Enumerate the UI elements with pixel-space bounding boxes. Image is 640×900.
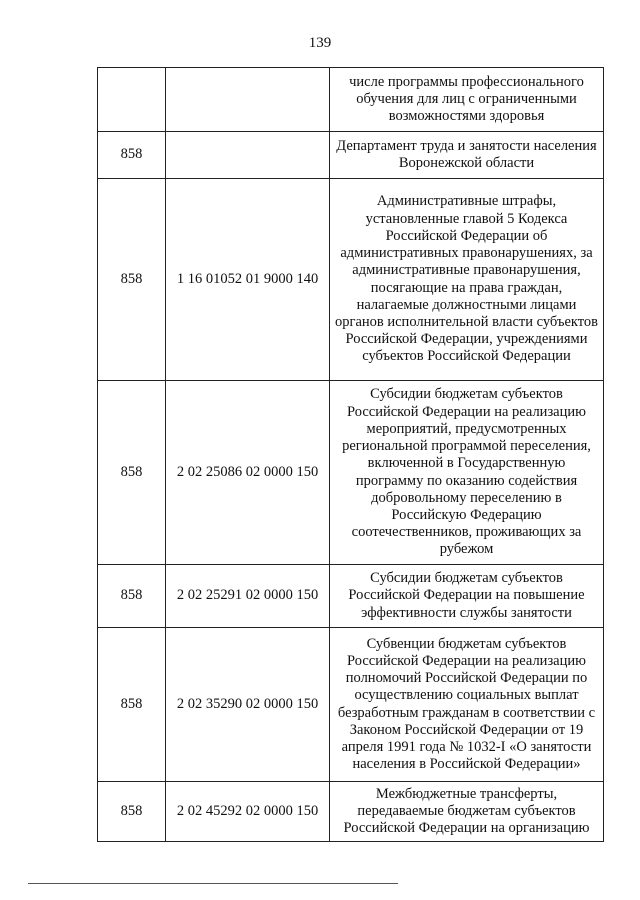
admin-code-cell: 858 (98, 179, 166, 381)
revenue-code-cell: 2 02 35290 02 0000 150 (166, 628, 330, 782)
table-row (98, 565, 604, 628)
revenue-name-text: Департамент труда и занятости населения Воронежской области (336, 137, 597, 171)
revenue-name-cell (330, 782, 604, 842)
admin-code-cell: 858 (98, 782, 166, 842)
revenue-code-cell: 1 16 01052 01 9000 140 (166, 179, 330, 381)
revenue-code-cell: 2 02 45292 02 0000 150 (166, 782, 330, 842)
revenue-code-cell: 2 02 25086 02 0000 150 (166, 381, 330, 565)
revenue-code-cell (166, 132, 330, 179)
revenue-name-cell (330, 381, 604, 565)
admin-code-cell: 858 (98, 132, 166, 179)
admin-code-cell: 858 (98, 628, 166, 782)
table-row (98, 628, 604, 782)
revenue-name-cell (330, 68, 604, 132)
budget-classification-table (97, 67, 604, 842)
revenue-name-cell (330, 565, 604, 628)
revenue-name-text: Субсидии бюджетам субъектов Российской Федерации на реализацию мероприятий, предусмотренных региональной программой переселения, включенной в Государственную программу по оказанию содействия добровольному переселению в Российскую Федерацию соотечественников, проживающих за рубежом (342, 386, 591, 558)
revenue-name-text: Административные штрафы, установленные главой 5 Кодекса Российской Федерации об административных правонарушениях, за административные правонарушения, посягающие на права граждан, налагаемые должностными лицами органов исполнительной власти субъектов Российской Федерации, учреждениями субъектов Российской Федерации (335, 193, 598, 365)
admin-code-cell: 858 (98, 565, 166, 628)
revenue-code-cell (166, 68, 330, 132)
table-row (98, 132, 604, 179)
revenue-name-text: числе программы профессионального обучения для лиц с ограниченными возможностями здоровья (349, 73, 584, 125)
table-row (98, 179, 604, 381)
revenue-name-cell (330, 132, 604, 179)
revenue-name-text: Субсидии бюджетам субъектов Российской Федерации на повышение эффективности службы занятости (348, 570, 585, 621)
page-number: 139 (308, 35, 332, 51)
revenue-name-cell (330, 628, 604, 782)
table-row (98, 782, 604, 842)
revenue-name-text: Субвенции бюджетам субъектов Российской Федерации на реализацию полномочий Российской Федерации по осуществлению социальных выплат безработным гражданам в соответствии с Законом Российской Федерации от 19 апреля 1991 года № 1032-I «О занятости населения в Российской Федерации» (337, 635, 596, 773)
footer-divider (28, 883, 398, 884)
table-row (98, 381, 604, 565)
revenue-name-text: Межбюджетные трансферты, передаваемые бюджетам субъектов Российской Федерации на организацию (343, 785, 590, 837)
admin-code-cell (98, 68, 166, 132)
revenue-name-cell (330, 179, 604, 381)
table-row (98, 68, 604, 132)
revenue-code-cell: 2 02 25291 02 0000 150 (166, 565, 330, 628)
admin-code-cell: 858 (98, 381, 166, 565)
